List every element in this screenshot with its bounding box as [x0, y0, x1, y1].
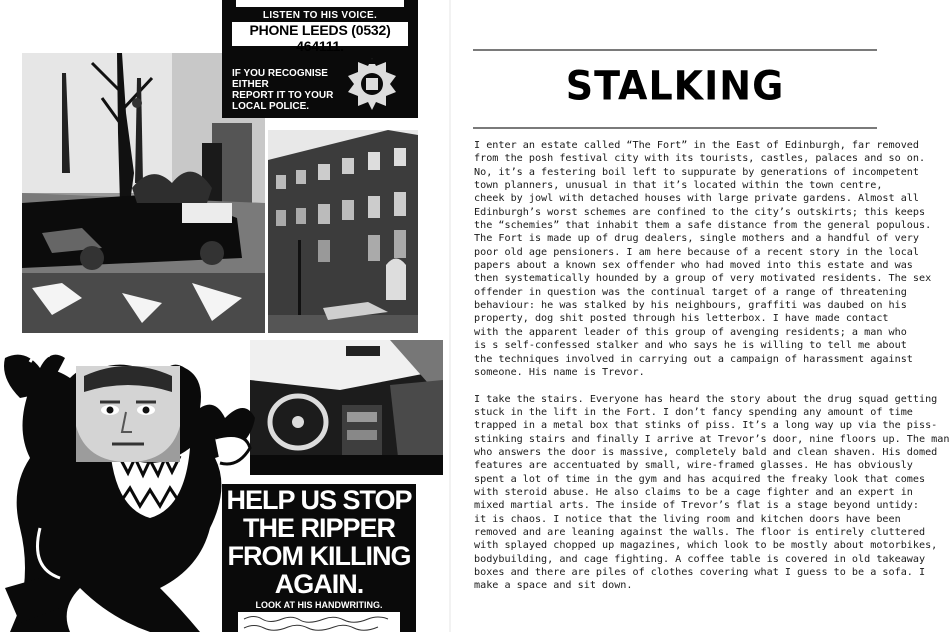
article-line: who answers the door is massive, completely bald and clean shaven. His domed [474, 446, 938, 458]
paragraph-gap [474, 379, 878, 392]
article-line: stinking stairs and finally I arrive at Trevor’s door, nine floors up. The man [474, 433, 949, 445]
article-line: from the posh festival city with its tourists, castles, palaces and so on. [474, 153, 926, 165]
police-crest-icon [346, 56, 398, 112]
poster-headline: HELP US STOP THE RIPPER FROM KILLING AGAIN. [226, 485, 412, 599]
article-line: with the apparent leader of this group of avenging residents; a man who [474, 326, 907, 338]
article-line: town planners, unusual in that it’s located within the town centre, [474, 180, 883, 192]
poster-listen-line: LISTEN TO HIS VOICE. [262, 10, 378, 21]
article-line: papers about a known sex offender who had moved into this estate and was [474, 260, 913, 272]
townhouse-photo [268, 130, 418, 333]
article-line: then systematically hounded by a group of very motivated residents. The sex [474, 273, 932, 285]
handwriting-strip [236, 0, 404, 7]
article-line: is s self-confessed stalker and who says he is willing to tell me about [474, 340, 907, 352]
ripper-appeal-poster [222, 484, 416, 632]
article-line: I enter an estate called “The Fort” in the East of Edinburgh, far removed [474, 140, 919, 151]
article-line: mixed martial arts. The inside of Trevor’s flat is a stage beyond untidy: [474, 500, 919, 512]
police-appeal-poster [222, 0, 418, 118]
article-line: stuck in the lift in the Fort. I don’t fancy spending any amount of time [474, 406, 913, 418]
poster-instruction: IF YOU RECOGNISE EITHER REPORT IT TO YOUR LOCAL POLICE. [232, 68, 334, 112]
article-line: trapped in a metal box that stinks of piss. It’s a long way up via the piss- [474, 420, 938, 432]
poster-phone-line: PHONE LEEDS (0532) 464111. [232, 22, 408, 46]
page-gutter [449, 0, 451, 632]
car-interior-photo [250, 340, 443, 475]
article-line: spent a lot of time in the gym and has acquired the freaky look that comes [474, 473, 926, 485]
article-line: someone. His name is Trevor. [474, 366, 645, 378]
article-line: No, it’s a festering boil left to suppurate by generations of incompetent [474, 166, 919, 178]
article-line: behaviour: he was stalked by his neighbours, graffiti was daubed on his [474, 300, 907, 312]
article-line: bodybuilding, and cage fighting. A coffee table is covered in old takeaway [474, 553, 926, 565]
article-line: the “schemies” that inhabit them a safe distance from the general populous. [474, 220, 932, 232]
article-line: the techniques involved in carrying out a campaign of harassment against [474, 353, 913, 365]
article-line: poor old age pensioners. I am here because of a recent story in the local [474, 246, 919, 258]
article-line: offender in question was the continual target of a range of threatening [474, 286, 907, 298]
article-line: property, dog shit posted through his letterbox. I have made contact [474, 313, 889, 325]
poster-subline: LOOK AT HIS HANDWRITING. [255, 600, 383, 610]
article-title: STALKING [565, 62, 785, 110]
article-line: removed and are leaning against the walls. The floor is entirely cluttered [474, 526, 926, 538]
article-line: The Fort is made up of drug dealers, single mothers and a handful of very [474, 233, 919, 245]
man-face-cutout [76, 366, 180, 462]
title-rule-top [473, 49, 877, 51]
article-line: features are accentuated by small, wire-framed glasses. He has obviously [474, 460, 913, 472]
article-line: with splayed chopped up magazines, which look to be mostly about motorbikes, [474, 540, 938, 552]
handwriting-sample [238, 612, 400, 632]
article-line: make a space and sit down. [474, 580, 633, 592]
title-rule-bottom [473, 127, 877, 129]
article-line: with steroid abuse. He also claims to be a cage fighter and an expert in [474, 486, 913, 498]
article-line: it is chaos. I notice that the living room and kitchen doors have been [474, 513, 901, 525]
article-line: cheek by jowl with detached houses with large private gardens. Almost all [474, 193, 919, 205]
article-line: Edinburgh’s worst schemes are confined to the city’s outskirts; this keeps [474, 206, 926, 218]
article-line: boxes and there are piles of clothes covering what I guess to be a sofa. I [474, 567, 926, 578]
article-line: I take the stairs. Everyone has heard the story about the drug squad getting [474, 393, 938, 405]
article-body [474, 139, 949, 593]
